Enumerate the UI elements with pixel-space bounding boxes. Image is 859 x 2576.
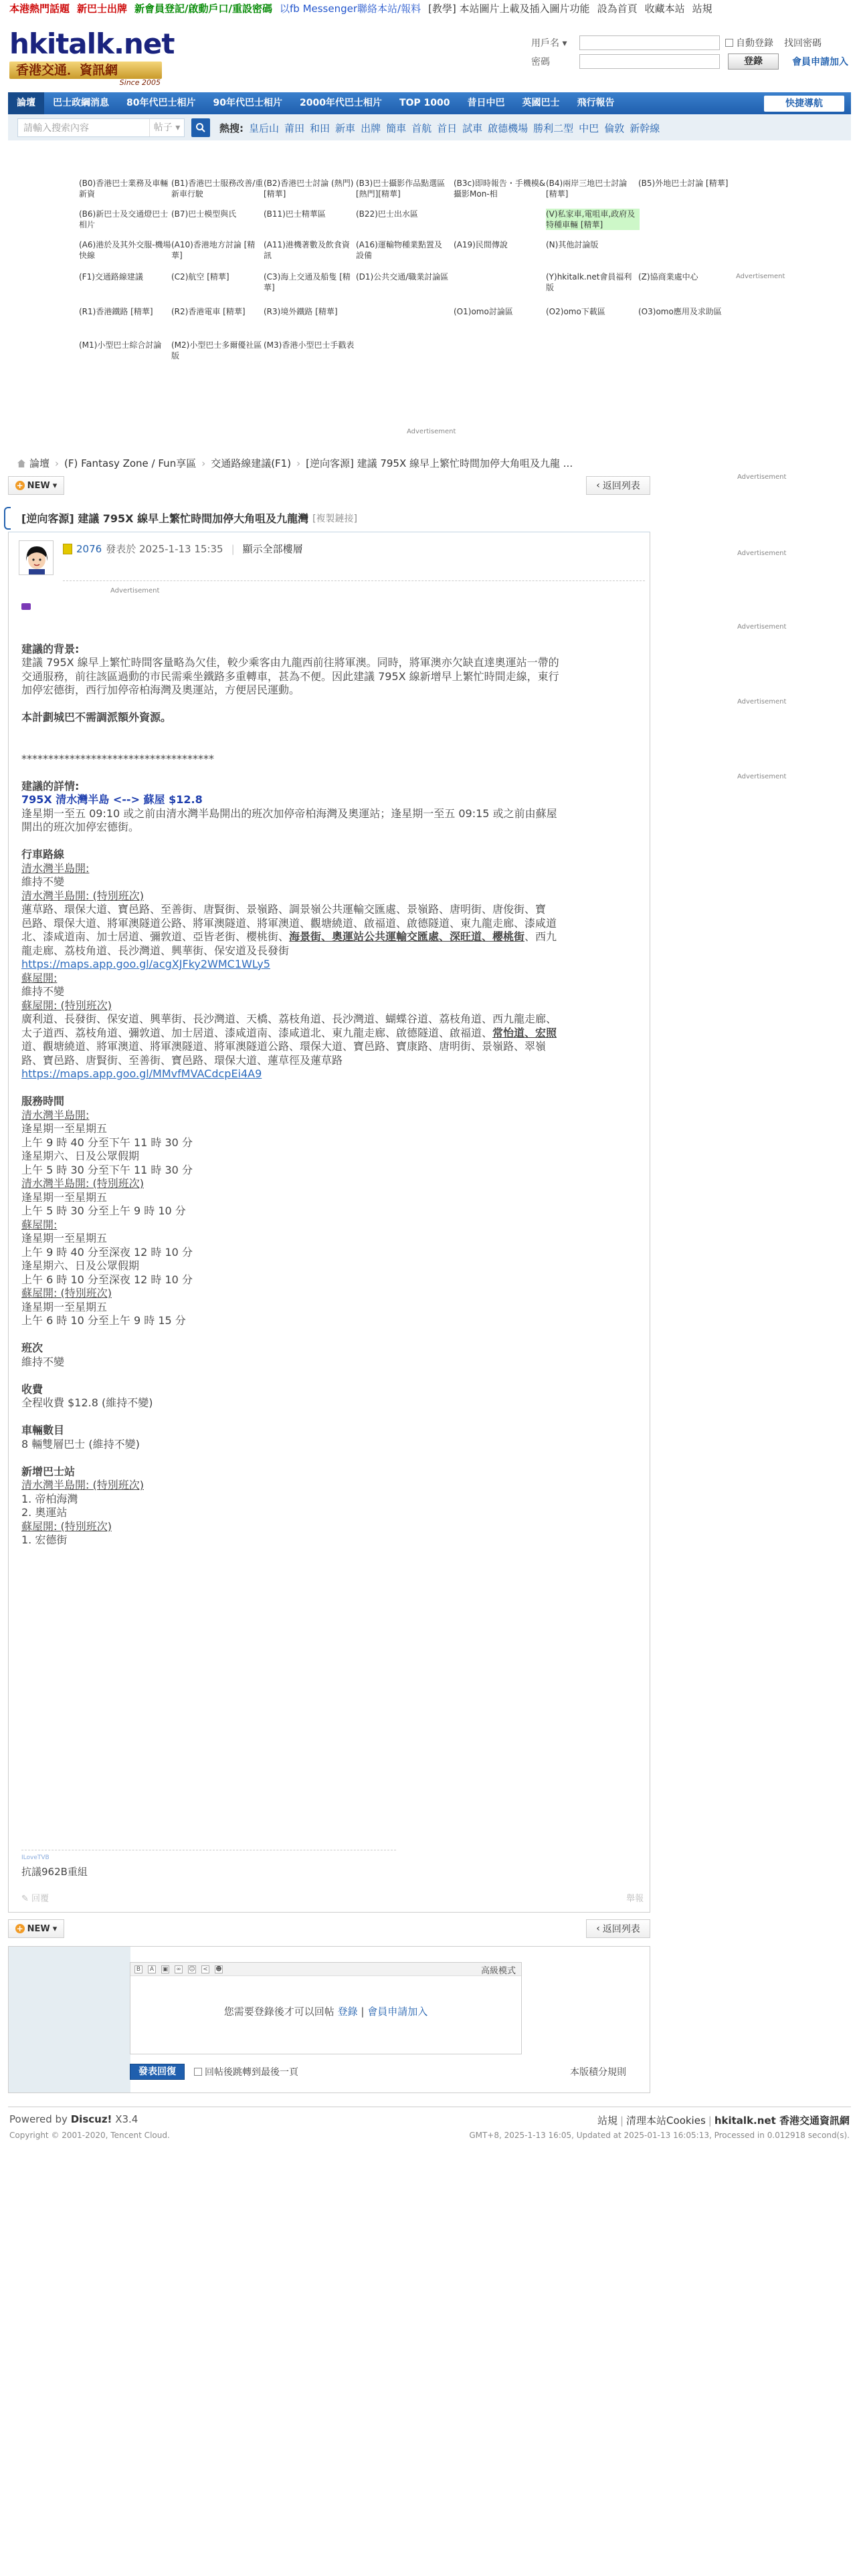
post-line — [21, 629, 630, 643]
post-line: 清水灣半島開: — [21, 861, 90, 875]
forum-link[interactable]: (B3c)即時報告・手機模&攝影Mon-相 — [454, 179, 546, 199]
hot-search-word[interactable]: 新車 — [335, 122, 356, 134]
reply-sidebar — [9, 1947, 130, 2092]
ad-label: Advertisement — [737, 773, 787, 780]
forum-link[interactable]: (A11)港機著數及飲食資訊 — [264, 240, 350, 260]
auto-login-checkbox[interactable] — [725, 36, 773, 49]
hot-search-word[interactable]: 新幹線 — [630, 122, 660, 134]
clear-cookies-link[interactable]: 清理本站Cookies — [626, 2115, 706, 2127]
hot-search-word[interactable]: 首日 — [437, 122, 458, 134]
breadcrumb-separator: › — [201, 457, 206, 469]
post-line: 上午 6 時 10 分至上午 9 時 15 分 — [21, 1314, 186, 1327]
avatar[interactable] — [19, 540, 54, 575]
advanced-mode-link[interactable]: 高級模式 — [480, 1966, 516, 1976]
post-line: 上午 5 時 30 分至下午 11 時 30 分 — [21, 1163, 193, 1176]
footer-sep: | — [708, 2115, 712, 2127]
post-line: 逢星期六、日及公眾假期 — [21, 1259, 140, 1272]
checkbox-icon — [194, 2068, 202, 2076]
post-line: 蓮草路、環保大道、寶邑路、至善街、唐賢街、景嶺路、調景嶺公共運輸交匯處、景嶺路、唐明街、唐俊街、寶 — [21, 903, 547, 916]
post-line: 795X 清水灣半島 <--> 蘇屋 $12.8 — [21, 793, 203, 806]
site-name-link[interactable]: hkitalk.net 香港交通資訊網 — [714, 2115, 850, 2127]
logo-title: hkitalk.net — [9, 27, 175, 60]
post-line — [21, 725, 630, 739]
title-marker — [4, 507, 11, 530]
post-line: 維持不變 — [21, 875, 65, 888]
forum-link[interactable]: (M2)小型巴士多爾優社區版 — [171, 340, 262, 360]
new-post-button[interactable] — [8, 476, 64, 495]
breadcrumb — [0, 456, 656, 469]
post-line: 2. 奧運站 — [21, 1506, 68, 1519]
forum-link[interactable]: (R3)境外鐵路 [精華] — [264, 307, 338, 316]
signature-small: ILoveTVB — [21, 1854, 50, 1861]
chevron-down-icon[interactable]: ▾ — [562, 38, 567, 49]
post-line: 清水灣半島開: (特別班次) — [21, 1479, 144, 1491]
home-icon[interactable] — [17, 459, 25, 467]
post-line: 維持不變 — [21, 985, 65, 998]
forum-link[interactable]: (N)其他討論版 — [546, 240, 599, 249]
top-link[interactable]: 新巴士出牌 — [77, 3, 128, 15]
forum-link[interactable]: (C3)海上交通及船隻 [精華] — [264, 272, 351, 292]
top-link[interactable]: 新會員登記/啟動戶口/重設密碼 — [134, 3, 272, 15]
login-required-message: 您需要登錄後才可以回帖 登錄 | 會員申請加入 — [223, 2006, 428, 2018]
post-line — [21, 766, 630, 780]
post-line: 逢星期一至星期五 — [21, 1122, 108, 1135]
online-status-icon — [63, 544, 72, 554]
nav-item[interactable]: 90年代巴士相片 — [213, 98, 282, 108]
hot-search-word[interactable]: 簡車 — [386, 122, 407, 134]
post-line: 逢星期一至五 09:10 或之前由清水灣半島開出的班次加停帝柏海灣及奧運站；逢星期一至五 09:15 或之前由蘇屋 — [21, 807, 557, 820]
forum-link[interactable]: (B3)巴士攝影作品點選區 [熱門][精華] — [356, 179, 446, 199]
post-text: 北、漆咸道南、加士居道、彌敦道、亞皆老街、櫻桃街、 — [21, 930, 290, 943]
jump-last-page-label: 回帖後跳轉到最後一頁 — [205, 2067, 298, 2078]
hot-search-word[interactable]: 啟德機場 — [488, 122, 529, 134]
forum-link[interactable]: (D1)公共交通/職業討論區 — [356, 272, 449, 282]
post-line: 蘇屋開: (特別班次) — [21, 998, 112, 1012]
hot-search-word[interactable]: 中巴 — [579, 122, 599, 134]
server-time: GMT+8, 2025-1-13 16:05, Updated at 2025-01-13 16:05:13, Processed in 0.012918 second(s). — [469, 2131, 850, 2140]
forum-link[interactable]: (A6)港於及其外交服-機場快線 — [79, 240, 171, 260]
forum-link[interactable]: (O1)omo討論區 — [454, 307, 513, 316]
post-line: 上午 6 時 10 分至深夜 12 時 10 分 — [21, 1273, 193, 1286]
post-line: 蘇屋開: (特別班次) — [21, 1287, 112, 1299]
post-line: 新增巴士站 — [21, 1465, 76, 1478]
forum-link[interactable]: (M1)小型巴士綜合討論 — [79, 340, 162, 350]
post-line — [21, 1410, 630, 1424]
post-line: 行車路線 — [21, 848, 65, 861]
nav-item[interactable]: 80年代巴士相片 — [126, 98, 196, 108]
forum-link[interactable]: (Y)hkitalk.net會員福利版 — [546, 272, 632, 292]
post-line: 建議的詳情: — [21, 779, 80, 792]
logo-since: Since 2005 — [119, 78, 161, 87]
hot-search-word[interactable]: 倫敦 — [604, 122, 625, 134]
logo-subtitle: 香港交通．資訊網 — [9, 62, 162, 79]
post-line — [21, 738, 630, 752]
top-link[interactable]: [教學] 本站圖片上載及插入圖片功能 — [428, 3, 590, 15]
post-line — [21, 930, 630, 944]
report-link[interactable]: 舉報 — [626, 1894, 644, 1904]
post-line: 道、觀塘繞道、將軍澳道、將軍澳隧道、將軍澳隧道公路、環保大道、寶邑路、寶康路、唐明街、景嶺路、翠嶺 — [21, 1040, 547, 1053]
post-line: 服務時間 — [21, 1095, 65, 1107]
hot-search-word[interactable]: 皇后山 — [249, 122, 280, 134]
search-bar — [8, 115, 851, 140]
post-line: 交通服務，前往該區過動的市民需乘坐鐵路多重轉車，甚為不便。因此建議 795X 線新增早上繁忙時間走線，東行 — [21, 669, 559, 683]
editor-toolbar — [130, 1963, 521, 1976]
post-meta — [63, 542, 303, 556]
hot-search-word[interactable]: 出牌 — [361, 122, 381, 134]
forum-link[interactable]: (B22)巴士出水區 — [356, 209, 418, 219]
post-line: 廣利道、長發街、保安道、興華街、長沙灣道、天橋、荔枝角道、長沙灣道、蝴蝶谷道、荔枝角道、西九龍走廊、 — [21, 1012, 557, 1025]
show-all-floors-link[interactable]: 顯示全部樓層 — [242, 543, 303, 555]
post-line: 逢星期一至星期五 — [21, 1300, 108, 1313]
register-link[interactable]: 會員申請加入 — [792, 57, 848, 68]
post-line — [21, 697, 630, 712]
back-to-list-button[interactable] — [586, 1919, 650, 1938]
search-icon — [195, 122, 206, 133]
post-line: 路、寶邑路、唐賢街、至善街、寶邑路、環保大道、蓮草徑及蓮草路 — [21, 1053, 343, 1067]
post-line: 清水灣半島開: (特別班次) — [21, 889, 144, 902]
reply-icon: ✎ — [21, 1894, 29, 1904]
chevron-down-icon: ▾ — [52, 1923, 58, 1934]
code-icon[interactable]: < — [201, 1965, 209, 1973]
nav-item[interactable]: 飛行報告 — [577, 98, 615, 108]
quick-nav-button[interactable]: 快捷導航 — [764, 96, 844, 112]
reply-login-link[interactable]: 登錄 — [337, 2006, 358, 2018]
post-line: 逢星期一至星期五 — [21, 1232, 108, 1245]
post-line: 蘇屋開: — [21, 1218, 58, 1231]
hot-search-word[interactable]: 和田 — [310, 122, 330, 134]
forum-link[interactable]: (R2)香港電車 [精華] — [171, 307, 246, 316]
forum-link[interactable]: (B4)兩岸三地巴士討論 [精華] — [546, 179, 628, 199]
password-label: 密碼 — [531, 57, 550, 68]
post-actions — [21, 1891, 644, 1906]
hot-search-word[interactable]: 首航 — [411, 122, 432, 134]
post-text: 太子道西、荔枝角道、彌敦道、加士居道、漆咸道南、漆咸道北、東九龍走廊、啟德隧道、啟福道、 — [21, 1026, 493, 1039]
main-nav — [8, 92, 851, 114]
forgot-password-link[interactable]: 找回密碼 — [784, 38, 822, 49]
reply-editor[interactable] — [130, 1962, 522, 2054]
post-line: 加停宏德街，西行加停帝柏海灣及奧運站，方便居民運動。 — [21, 683, 300, 696]
site-logo[interactable] — [9, 27, 175, 87]
username-input[interactable] — [579, 35, 720, 50]
post-line[interactable]: https://maps.app.goo.gl/MMvfMVACdcpEi4A9 — [21, 1067, 262, 1080]
points-rules-link[interactable]: 本版積分規則 — [570, 2067, 626, 2078]
post-line: 上午 9 時 40 分至下午 11 時 30 分 — [21, 1136, 193, 1149]
discuz-version: X3.4 — [115, 2113, 138, 2125]
post-line: 8 輛雙層巴士 (維持不變) — [21, 1437, 140, 1451]
search-placeholder: 請輸入搜索內容 — [23, 123, 89, 134]
hot-search-word[interactable]: 試車 — [462, 122, 483, 134]
emoji-icon[interactable]: ☻ — [215, 1965, 222, 1973]
new-label: NEW — [27, 480, 50, 491]
breadcrumb-separator: › — [55, 457, 60, 469]
post-line — [21, 1328, 630, 1342]
signature-divider — [21, 1850, 396, 1861]
post-line: 1. 帝柏海灣 — [21, 1492, 78, 1505]
nav-item[interactable]: 論壇 — [8, 92, 44, 114]
link-icon[interactable]: ∞ — [175, 1965, 183, 1973]
back-label: 返回列表 — [602, 481, 640, 492]
checkbox-icon — [725, 39, 733, 47]
ad-label: Advertisement — [110, 587, 160, 595]
back-arrow-icon: ‹ — [596, 480, 600, 491]
forum-link[interactable]: (A16)運輸物種業點置及設備 — [356, 240, 442, 260]
post-line: 清水灣半島開: (特別班次) — [21, 1177, 144, 1190]
top-link[interactable]: 收藏本站 — [644, 3, 685, 15]
forum-link[interactable]: (B6)新巴士及交通燈巴士相片 — [79, 209, 169, 229]
post-line: 車輛數目 — [21, 1424, 65, 1436]
forum-link[interactable]: (R1)香港鐵路 [精華] — [79, 307, 153, 316]
login-button[interactable]: 登錄 — [728, 53, 779, 70]
post-body — [21, 629, 630, 1547]
forum-link[interactable]: (B5)外地巴士討論 [精華] — [638, 179, 729, 188]
post-time: 發表於 2025-1-13 15:35 — [106, 543, 223, 555]
nav-item[interactable]: 巴士政綱消息 — [53, 98, 109, 108]
post-highlight: 海景街、奧運站公共運輸交匯處、深旺道、櫻桃街 — [289, 930, 525, 943]
forum-link[interactable]: (B7)巴士模型與氏 — [171, 209, 237, 219]
ad-label: Advertisement — [736, 273, 785, 280]
post-line: 本計劃城巴不需調派額外資源。 — [21, 711, 172, 724]
forum-link[interactable]: (M3)香港小型巴士手戳表 — [264, 340, 355, 350]
submit-reply-button[interactable]: 發表回復 — [130, 2064, 185, 2080]
forum-link[interactable]: (O3)omo應用及求助區 — [638, 307, 722, 316]
reply-register-link[interactable]: 會員申請加入 — [367, 2006, 428, 2018]
hot-search-words — [244, 121, 660, 135]
back-arrow-icon: ‹ — [596, 1923, 600, 1934]
post-line: 上午 5 時 30 分至上午 9 時 10 分 — [21, 1204, 186, 1217]
post-line: 邑路、環保大道、將軍澳隧道公路、將軍澳隧道、將軍澳道、觀塘繞道、啟福道、啟德隧道、東九龍走廊、漆咸道 — [21, 916, 557, 930]
post-line — [21, 1081, 630, 1095]
post-line: 逢星期六、日及公眾假期 — [21, 1150, 140, 1162]
signature-text: 抗議962B重組 — [21, 1866, 88, 1878]
nav-item[interactable]: 2000年代巴士相片 — [299, 98, 382, 108]
nav-item[interactable]: 昔日中巴 — [467, 98, 505, 108]
post-line: 上午 9 時 40 分至深夜 12 時 10 分 — [21, 1245, 193, 1259]
post-line: 清水灣半島開: — [21, 1108, 90, 1121]
post-line — [21, 1451, 630, 1465]
breadcrumb-item[interactable]: [逆向客源] 建議 795X 線早上繁忙時間加停大角咀及九龍 ... — [306, 457, 573, 469]
top-link[interactable]: 設為首頁 — [597, 3, 638, 15]
forum-link[interactable]: (C2)航空 [精華] — [171, 272, 229, 282]
reply-label: 回覆 — [31, 1894, 50, 1904]
top-link[interactable]: 本港熱門話題 — [9, 3, 70, 15]
user-avatar-icon — [19, 541, 54, 575]
powered-prefix: Powered by — [9, 2113, 68, 2125]
back-to-list-button[interactable] — [586, 476, 650, 495]
ad-label: Advertisement — [407, 428, 456, 435]
discuz-link[interactable]: Discuz! — [70, 2113, 112, 2125]
hot-search-label: 熱搜: — [219, 122, 244, 134]
post-line: 建議 795X 線早上繁忙時間客量略為欠佳，較少乘客由九龍西前往將軍澳。同時，將軍澳亦欠缺直達奧運站一帶的 — [21, 656, 559, 669]
forum-link[interactable]: (F1)交通路線建議 — [79, 272, 143, 282]
post-tag-icon — [21, 603, 31, 610]
post-line: 龍走廊、荔枝角道、長沙灣道、興華街、保安道及長發街 — [21, 944, 290, 957]
post-line: 1. 宏德街 — [21, 1533, 68, 1546]
plus-icon: + — [16, 481, 23, 490]
smiley-icon[interactable]: ☺ — [189, 1965, 195, 1973]
thread-title-bar — [8, 504, 650, 532]
post-line: 開出的班次加停宏德街。 — [21, 821, 140, 833]
post-line: 維持不變 — [21, 1355, 65, 1368]
new-label: NEW — [27, 1923, 50, 1934]
forum-link[interactable]: (Z)協商業處中心 — [638, 272, 698, 282]
hot-search-word[interactable]: 勝利二型 — [533, 122, 574, 134]
copy-link-button[interactable]: [複製鏈接] — [312, 513, 358, 524]
search-button[interactable] — [191, 118, 210, 137]
forum-link[interactable]: (O2)omo下載區 — [546, 307, 605, 316]
bold-icon[interactable]: B — [134, 1965, 142, 1973]
jump-last-page-checkbox[interactable] — [194, 2065, 298, 2078]
search-scope-label: 帖子 — [153, 122, 173, 133]
forum-link[interactable]: (V)私家車,電咀車,政府及特種車輛 [精華] — [546, 209, 640, 230]
post-highlight: 常怡道、宏照 — [492, 1026, 557, 1039]
nav-item[interactable]: TOP 1000 — [399, 98, 450, 108]
forum-link[interactable]: (B1)香港巴士服務改善/重新車行駛 — [171, 179, 264, 199]
font-color-icon[interactable]: A — [148, 1965, 156, 1973]
chevron-down-icon: ▾ — [52, 480, 58, 491]
back-label: 返回列表 — [602, 1924, 640, 1935]
copyright: Copyright © 2001-2020, Tencent Cloud. — [9, 2131, 170, 2140]
breadcrumb-item[interactable]: 交通路線建議(F1) — [211, 457, 292, 469]
search-scope-select[interactable]: 帖子 ▾ — [149, 119, 184, 136]
post-line: ************************************ — [21, 752, 214, 765]
post-line: 蘇屋開: (特別班次) — [21, 1519, 112, 1533]
footer-links — [597, 2113, 850, 2127]
ad-label: Advertisement — [737, 698, 787, 706]
author-link[interactable]: 2076 — [76, 542, 102, 555]
meta-separator: | — [231, 542, 235, 555]
reply-link[interactable] — [21, 1891, 49, 1906]
post-divider — [63, 580, 645, 581]
forum-link[interactable]: (B11)巴士精華區 — [264, 209, 326, 219]
footer-sep: | — [619, 2115, 624, 2127]
post-line: 蘇屋開: — [21, 971, 58, 984]
top-link[interactable]: 以fb Messenger聯絡本站/報料 — [280, 3, 421, 15]
post-text: 、西九 — [524, 930, 557, 943]
forum-link[interactable]: (B2)香港巴士討論 (熱門)[精華] — [264, 179, 354, 199]
login-form — [531, 33, 852, 71]
auto-login-label: 自動登錄 — [736, 38, 773, 49]
breadcrumb-item[interactable]: 論壇 — [29, 457, 50, 469]
password-input[interactable] — [579, 54, 720, 69]
ad-label: Advertisement — [737, 550, 787, 557]
forum-link[interactable]: (B0)香港巴士業務及車輛新資 — [79, 179, 169, 199]
post-line: 全程收費 $12.8 (維持不變) — [21, 1396, 153, 1409]
ad-label: Advertisement — [737, 473, 787, 481]
plus-icon: + — [16, 1924, 23, 1933]
top-link[interactable]: 站規 — [692, 3, 712, 15]
breadcrumb-separator: › — [296, 457, 301, 469]
post-line[interactable]: https://maps.app.goo.gl/acgXJFky2WMC1WLy5 — [21, 958, 270, 970]
image-icon[interactable]: ▣ — [162, 1965, 169, 1973]
post-line: 逢星期一至星期五 — [21, 1190, 108, 1204]
post-line: 班次 — [21, 1341, 43, 1354]
nav-item[interactable]: 英國巴士 — [522, 98, 560, 108]
breadcrumb-item[interactable]: (F) Fantasy Zone / Fun享區 — [64, 457, 197, 469]
top-links-bar — [0, 0, 859, 17]
thread-title: [逆向客源] 建議 795X 線早上繁忙時間加停大角咀及九龍灣 — [21, 512, 309, 525]
hot-search-word[interactable]: 莆田 — [284, 122, 305, 134]
post-line — [21, 835, 630, 849]
post-line: 建議的背景: — [21, 642, 80, 655]
forum-link[interactable]: (A19)民間傳說 — [454, 240, 508, 249]
new-post-button[interactable] — [8, 1919, 64, 1938]
login-required-text: 您需要登錄後才可以回帖 — [223, 2006, 335, 2018]
footer-rules-link[interactable]: 站規 — [597, 2115, 617, 2127]
search-input[interactable] — [17, 118, 185, 137]
post-line: 收費 — [21, 1382, 43, 1396]
post-line — [21, 1027, 630, 1041]
powered-by — [9, 2113, 138, 2125]
ad-label: Advertisement — [737, 623, 787, 631]
post-line — [21, 1369, 630, 1383]
forum-link[interactable]: (A10)香港地方討論 [精華] — [171, 240, 256, 260]
username-label: 用戶名 — [531, 38, 559, 49]
